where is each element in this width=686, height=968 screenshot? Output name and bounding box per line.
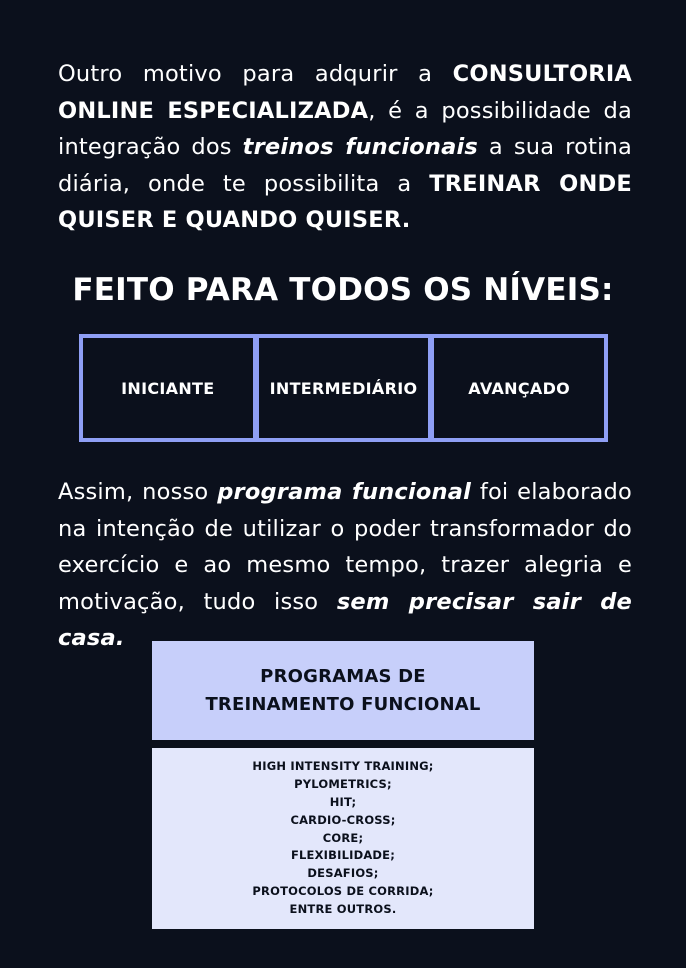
- program-item: DESAFIOS;: [307, 866, 379, 881]
- program-item: PROTOCOLOS DE CORRIDA;: [252, 884, 434, 899]
- program-text-2: foi elaborado na intenção de utilizar o poder transformador do exercício e ao mesmo tempo, trazer alegria e motivação, tudo isso: [58, 479, 632, 615]
- intro-text-1: Outro motivo para adqurir a: [58, 61, 453, 87]
- intro-bold-treinar: TREINAR ONDE QUISER E QUANDO QUISER.: [58, 170, 632, 233]
- level-avancado: AVANÇADO: [430, 334, 608, 442]
- program-italic-casa: sem precisar sair de casa.: [58, 588, 632, 651]
- intro-text-2: , é a possibilidade da integração dos: [58, 97, 632, 160]
- program-item: HIT;: [329, 794, 357, 809]
- programs-title-line-2: TREINAMENTO FUNCIONAL: [205, 693, 481, 715]
- program-paragraph: [58, 474, 632, 657]
- program-item: CORE;: [322, 830, 364, 845]
- program-item: HIGH INTENSITY TRAINING;: [252, 758, 434, 773]
- program-text-1: Assim, nosso: [58, 479, 218, 505]
- programs-title-box: [152, 641, 534, 740]
- programs-list-box: [152, 748, 534, 929]
- levels-table: [79, 334, 608, 442]
- intro-italic-treinos: treinos funcionais: [242, 134, 478, 160]
- intro-paragraph: [58, 56, 632, 239]
- level-iniciante: INICIANTE: [79, 334, 257, 442]
- program-italic-funcional: programa funcional: [217, 479, 472, 505]
- intro-text-3: a sua rotina diária, onde te possibilita a: [58, 134, 632, 197]
- programs-title-line-1: PROGRAMAS DE: [260, 665, 426, 687]
- program-item: ENTRE OUTROS.: [289, 902, 397, 917]
- level-intermediario: INTERMEDIÁRIO: [255, 334, 433, 442]
- program-item: FLEXIBILIDADE;: [290, 848, 396, 863]
- program-item: PYLOMETRICS;: [294, 776, 392, 791]
- levels-heading: FEITO PARA TODOS OS NÍVEIS:: [72, 272, 614, 308]
- intro-bold-consultoria: CONSULTORIA ONLINE ESPECIALIZADA: [58, 61, 632, 124]
- program-item: CARDIO-CROSS;: [290, 812, 396, 827]
